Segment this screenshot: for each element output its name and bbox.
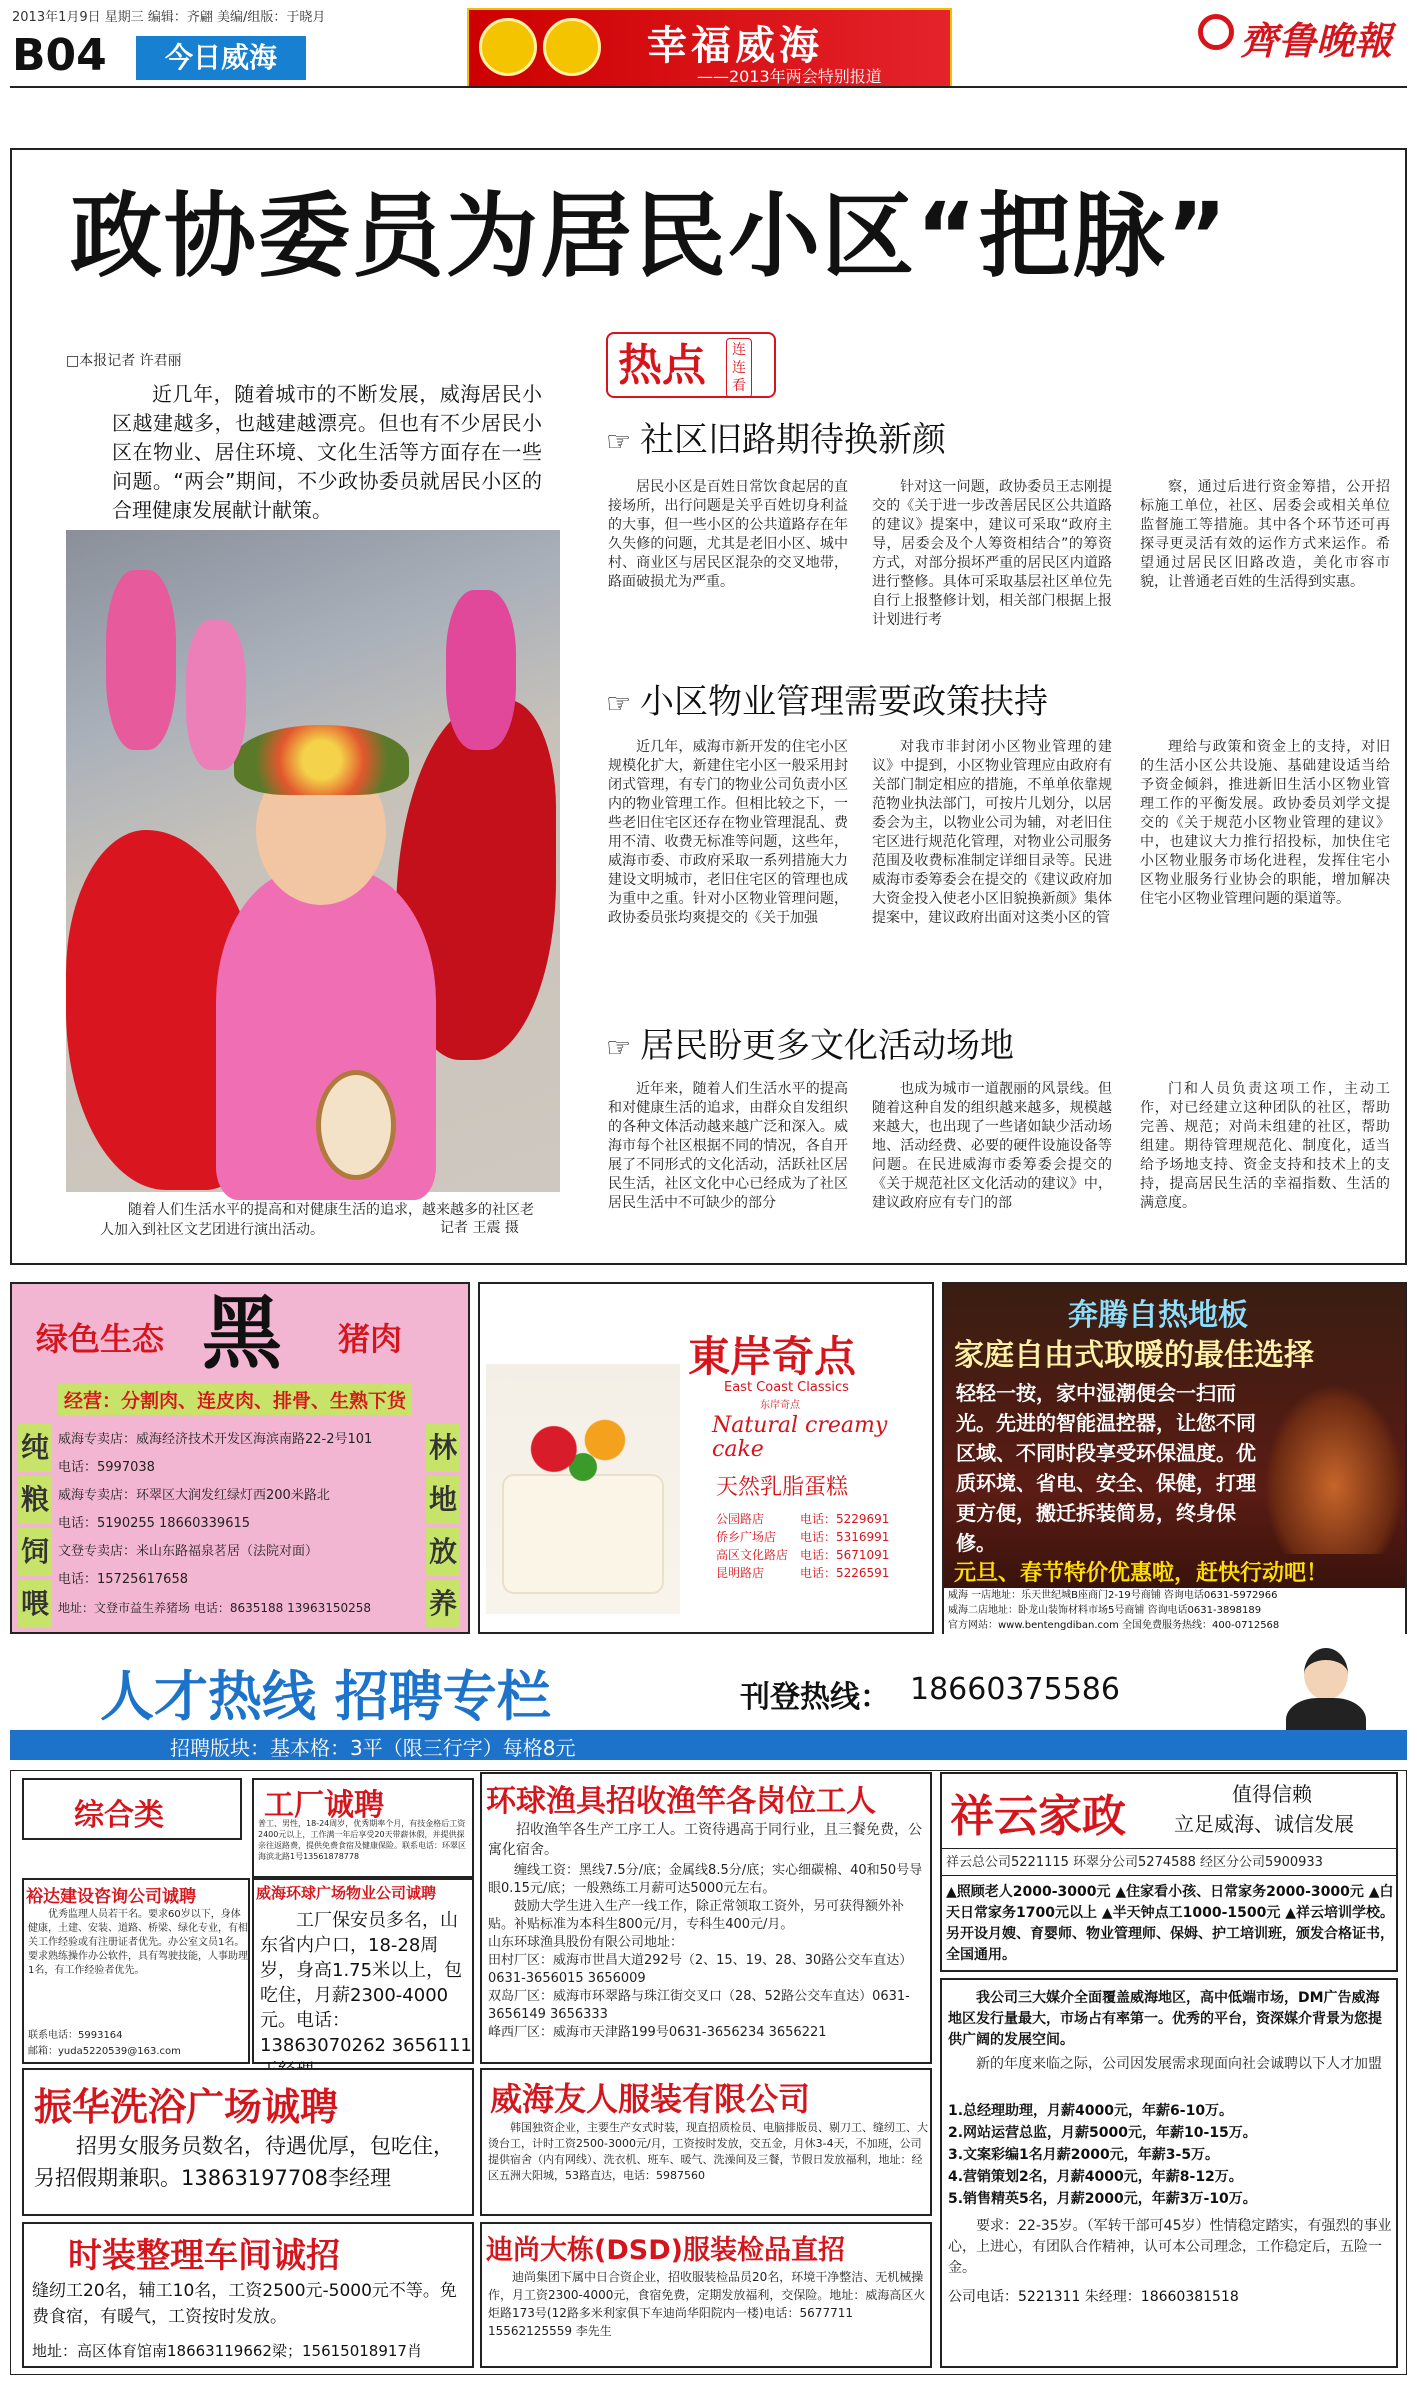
fishing-title: 环球渔具招收渔竿各岗位工人 xyxy=(486,1784,876,1819)
fishing-line: 山东环球渔具股份有限公司地址： xyxy=(488,1935,684,1950)
ad-cake xyxy=(478,1282,934,1634)
date-line: 2013年1月9日 星期三 编辑：齐翩 美编/组版：于晓月 xyxy=(12,10,326,25)
fishing-line: 鼓励大学生进入生产一线工作，除正常领取工资外，另可获得额外补贴。补贴标准为本科生800元/月，专科生400元/月。 xyxy=(488,1899,905,1932)
youren-title: 威海友人服装有限公司 xyxy=(490,2080,811,2118)
two-sessions-banner xyxy=(467,8,952,88)
side-char: 喂 xyxy=(18,1580,52,1628)
pork-title-big: 黑 xyxy=(202,1287,282,1380)
paper-logo-icon xyxy=(1198,14,1234,50)
fashion-title: 时装整理车间诚招 xyxy=(68,2236,340,2276)
cake-photo xyxy=(486,1364,680,1614)
xiangyun-body: ▲照顾老人2000-3000元 ▲住家看小孩、日常家务2000-3000元 ▲白天日常家务1700元以上 ▲半天钟点工1000-1500元 ▲祥云培训学校。另开设月嫂、育婴师、物业管理师、保姆、护工培训班，颁发合格证书，全国通用。 xyxy=(946,1884,1394,1963)
cake-slogan: 天然乳脂蛋糕 xyxy=(716,1475,849,1500)
flower-crown xyxy=(234,725,409,795)
section2-col3: 理给与政策和资金上的支持，对旧的生活小区公共设施、基础建设适当给予资金倾斜，推进新旧生活小区物业管理工作的平衡发展。政协委员刘学文提交的《关于规范小区物业管理的建议》中，也建议大力推行招投标，加快住宅小区物业服务市场化进程，发挥住宅小区物业服务行业协会的职能，增加解决住宅小区物业管理问题的渠道等。 xyxy=(1140,739,1390,907)
pork-line: 文登专卖店：米山东路福泉茗居（法院对面） xyxy=(58,1544,319,1559)
floor-info-line: 威海二店地址：卧龙山装饰材料市场5号商铺 咨询电话0631-3898189 xyxy=(948,1605,1262,1616)
banner-subtitle: ——2013年两会特别报道 xyxy=(697,67,882,86)
factory-body: 普工、男性，18-24周岁，优秀期率个月，有技金格后工资2400元以上，工作满一年后享受20天带薪休假，并提供探亲往返路费，提供免费食宿及健康保险。联系电话：环翠区海滨北路1号13561878778 xyxy=(258,1819,466,1861)
pork-line: 电话：5997038 xyxy=(58,1460,155,1475)
media-jobs xyxy=(948,2100,1392,2210)
pork-side-right xyxy=(426,1424,460,1628)
dsd-title: 迪尚大栋(DSD)服装检品直招 xyxy=(486,2235,845,2266)
media-intro: 我公司三大媒介全面覆盖威海地区，高中低端市场，DM广告威海地区发行量最大，市场占有率第一。优秀的平台，资深媒介背景为您提供广阔的发展空间。 xyxy=(948,1990,1382,2048)
media-job: 4.营销策划2名，月薪4000元，年薪8-12万。 xyxy=(948,2169,1243,2185)
ad-zhenhua-bath xyxy=(22,2068,474,2216)
section3-col2: 也成为城市一道靓丽的风景线。但随着这种自发的组织越来越多，规模越来越大，也出现了一些诸如缺少活动场地、活动经费、必要的硬件设施设备等问题。在民进威海市委筹委会提交的《关于规范社区文化活动的建议》中，建议政府应有专门的部 xyxy=(872,1081,1112,1211)
store-tel: 电话：5226591 xyxy=(800,1566,890,1580)
pork-line: 威海专卖店：威海经济技术开发区海滨南路22-2号101 xyxy=(58,1432,373,1447)
section2-col1: 近几年，威海市新开发的住宅小区规模化扩大，新建住宅小区一般采用封闭式管理，有专门的物业公司负责小区内的物业管理工作。但相比较之下，一些老旧住宅区还存在物业管理混乱、费用不清、收费无标准等问题，这些年，威海市委、市政府采取一系列措施大力建设文明城市，老旧住宅区的管理也成为重中之重。针对小区物业管理问题，政协委员张均爽提交的《关于加强 xyxy=(608,739,848,926)
store-name: 侨乡广场店 xyxy=(716,1530,777,1544)
media-job: 3.文案彩编1名月薪2000元，年薪3-5万。 xyxy=(948,2147,1220,2163)
category-label: 综合类 xyxy=(74,1798,164,1833)
zhenhua-title: 振华洗浴广场诚聘 xyxy=(34,2085,339,2129)
side-char: 饲 xyxy=(18,1528,52,1576)
section2-title xyxy=(606,680,1048,726)
section2-col2: 对我市非封闭小区物业管理的建议》中提到，小区物业管理应由政府有关部门制定相应的措施，不单单依靠规范物业执法部门，可按片儿划分，以居委会为主，以物业公司为辅，对老旧住宅区进行规范化管理，对物业公司服务范围及收费标准制定详细目录等。民进威海市委筹委会在提交的《建议政府加大资金投入使老小区旧貌换新颜》集体提案中，建议政府出面对这类小区的管 xyxy=(872,739,1112,926)
zhenhua-body: 招男女服务员数名，待遇优厚，包吃住，另招假期兼职。13863197708李经理 xyxy=(34,2134,454,2190)
section1-col3: 察，通过后进行资金筹措，公开招标施工单位，社区、居委会或相关单位监督施工等措施。其中各个环节还可再探寻更灵活有效的运作方式来运作。希望通过居民区旧路改造，美化市容市貌，让普通老百姓的生活得到实惠。 xyxy=(1140,479,1390,590)
emblem-icon-2 xyxy=(543,18,601,76)
side-char: 地 xyxy=(426,1476,460,1524)
pork-subtitle: 经营：分割肉、连皮肉、排骨、生熟下货 xyxy=(58,1384,412,1415)
dancer-bg-2 xyxy=(446,590,516,750)
floor-info-line: 官方网站：www.bentengdiban.com 全国免费服务热线：400-0712568 xyxy=(948,1620,1280,1631)
cake-brand-en: East Coast Classics xyxy=(724,1380,849,1395)
media-requirements: 要求：22-35岁。（军转干部可45岁）性情稳定踏实，有强烈的事业心，上进心，有团队合作精神，认可本公司理念，工作稳定后，五险一金。 xyxy=(948,2218,1392,2276)
floor-promo: 元旦、春节特价优惠啦，赶快行动吧！ xyxy=(954,1561,1329,1586)
pork-title-a: 绿色生态 xyxy=(36,1320,165,1358)
cake-store xyxy=(716,1546,916,1564)
factory-title: 工厂诚聘 xyxy=(264,1788,384,1823)
section3-title xyxy=(606,1024,1014,1070)
store-name: 公园路店 xyxy=(716,1512,765,1526)
headline: 政协委员为居民小区“把脉” xyxy=(70,183,1229,290)
side-char: 林 xyxy=(426,1424,460,1472)
pork-line: 威海专卖店：环翠区大润发红绿灯西200米路北 xyxy=(58,1488,330,1503)
yuda-contact: 联系电话：5993164 xyxy=(28,2030,123,2041)
floor-body: 轻轻一按，家中湿潮便会一扫而光。先进的智能温控器，让您不同区域、不同时段享受环保温度。优质环境、省电、安全、保健，打理更方便，搬迁拆装简易，终身保修。 xyxy=(956,1381,1256,1555)
media-contact: 公司电话：5221311 朱经理：18660381518 xyxy=(948,2289,1239,2305)
pricing-text: 招聘版块：基本格：3平（限三行字）每格8元 xyxy=(170,1736,576,1760)
store-tel: 电话：5316991 xyxy=(800,1530,890,1544)
pencil-icon: ☞ xyxy=(606,687,641,720)
pork-side-left xyxy=(18,1424,52,1628)
media-job: 1.总经理助理，月薪4000元，年薪6-10万。 xyxy=(948,2103,1234,2119)
cake-store xyxy=(716,1528,916,1546)
dancer-bg-1 xyxy=(106,570,176,750)
recruit-title: 人才热线 招聘专栏 xyxy=(100,1665,551,1728)
ad-yuda xyxy=(22,1878,250,2064)
pork-title-b: 猪肉 xyxy=(338,1320,403,1358)
media-job: 5.销售精英5名，月薪2000元，年薪3万-10万。 xyxy=(948,2191,1257,2207)
section1-title xyxy=(606,418,946,464)
side-char: 放 xyxy=(426,1528,460,1576)
section2-title-text: 小区物业管理需要政策扶持 xyxy=(640,682,1049,722)
page-number: B04 xyxy=(12,30,107,81)
side-char: 粮 xyxy=(18,1476,52,1524)
floor-subtitle: 家庭自由式取暖的最佳选择 xyxy=(954,1338,1314,1373)
photo-caption: 随着人们生活水平的提高和对健康生活的追求，越来越多的社区老人加入到社区文艺团进行演出活动。 xyxy=(100,1202,534,1238)
section3-col1: 近年来，随着人们生活水平的提高和对健康生活的追求，由群众自发组织的各种文体活动越来越广泛和深入。威海市每个社区根据不同的情况，各自开展了不同形式的文化活动，活跃社区居民生活，社区文化中心已经成为了社区居民生活中不可缺少的部分 xyxy=(608,1081,848,1211)
cake-store xyxy=(716,1510,916,1528)
store-tel: 电话：5229691 xyxy=(800,1512,890,1526)
ad-factory xyxy=(252,1778,474,1878)
fishing-line: 田村厂区：威海市世昌大道292号（2、15、19、28、30路公交车直达）0631-3656015 3656009 xyxy=(488,1953,913,1986)
xiangyun-tag1: 值得信赖 xyxy=(1232,1782,1312,1806)
hotline-number: 18660375586 xyxy=(910,1672,1120,1707)
fishing-body: 招收渔竿各生产工序工人。工资待遇高于同行业，且三餐免费，公寓化宿舍。 xyxy=(488,1822,922,1858)
side-char: 养 xyxy=(426,1580,460,1628)
pencil-icon: ☞ xyxy=(606,1031,641,1064)
ad-dsd-clothing xyxy=(480,2222,932,2368)
floor-title: 奔腾自热地板 xyxy=(1068,1298,1248,1333)
ad-fashion-workshop xyxy=(22,2222,474,2368)
pork-line: 电话：5190255 18660339615 xyxy=(58,1516,251,1531)
pork-line: 电话：15725617658 xyxy=(58,1572,188,1587)
store-name: 昆明路店 xyxy=(716,1566,765,1580)
recruit-banner xyxy=(10,1642,1407,1766)
floor-info-line: 威海 一店地址：乐天世纪城B座商门2-19号商铺 咨询电话0631-5972966 xyxy=(948,1590,1278,1601)
section1-col1: 居民小区是百姓日常饮食起居的直接场所，出行问题是关乎百姓切身利益的大事，但一些小区的公共道路存在年久失修的问题，尤其是老旧小区、城中村、商业区与居民区混杂的交叉地带，路面破损尤为严重。 xyxy=(608,479,848,590)
hot-label-text: 热点 xyxy=(618,340,706,391)
youren-body: 韩国独资企业，主要生产女式时装，现直招质检员、电脑排版员、剔刀工、缝纫工、大烫台工，计时工资2500-3000元/月，工资按时发放，交五金，月休3-4天，不加班，公司提供宿舍（内有网线）、洗衣机、班车、暖气、洗澡间及三餐，节假日发放福利，地址：经区五洲大阳城，53路直达，电话：5987560 xyxy=(488,2121,928,2182)
ad-media-company xyxy=(940,1978,1398,2368)
byline: □本报记者 许君丽 xyxy=(66,353,182,369)
cake-brand-cn-small: 东岸奇点 xyxy=(760,1400,800,1411)
pork-lines xyxy=(58,1426,422,1622)
cake-stores xyxy=(716,1510,916,1582)
pencil-icon: ☞ xyxy=(606,425,641,458)
ad-floor-heating xyxy=(942,1282,1407,1634)
ad-property xyxy=(252,1878,474,2064)
fishing-line: 峰西厂区：威海市天津路199号0631-3656234 3656221 xyxy=(488,2025,827,2040)
photo-dancers xyxy=(66,530,560,1192)
photo-credit: 记者 王震 摄 xyxy=(440,1220,519,1236)
section3-title-text: 居民盼更多文化活动场地 xyxy=(640,1026,1015,1066)
ad-youren-clothing xyxy=(480,2068,932,2216)
ad-xiangyun xyxy=(940,1772,1398,1972)
hot-label xyxy=(606,332,776,398)
xiangyun-title: 祥云家政 xyxy=(950,1791,1126,1842)
property-body: 工厂保安员多名，山东省内户口，18-28周岁，身高1.75米以上，包吃住，月薪2300-4000元。电话：13863070262 3656111 xyxy=(260,1910,472,2056)
store-name: 高区文化路店 xyxy=(716,1548,789,1562)
lead-paragraph: 近几年，随着城市的不断发展，威海居民小区越建越多，也越建越漂亮。但也有不少居民小区在物业、居住环境、文化生活等方面存在一些问题。“两会”期间，不少政协委员就居民小区的合理健康发展献计献策。 xyxy=(112,382,542,522)
masthead-rule xyxy=(10,86,1407,88)
section1-col2: 针对这一问题，政协委员王志刚提交的《关于进一步改善居民区公共道路的建议》提案中，建议可采取“政府主导，居委会及个人筹资相结合”的筹资方式，对部分损坏严重的居民区内道路进行整修。具体可采取基层社区单位先自行上报整修计划，相关部门根据上报计划进行考 xyxy=(872,479,1112,628)
paper-logo: 齊鲁晚報 xyxy=(1240,18,1393,63)
fishing-line: 缠线工资：黑线7.5分/底；金属线8.5分/底；实心细碳棉、40和50号导眼0.15元/底；一般熟练工月薪可达5000元左右。 xyxy=(488,1863,923,1896)
store-tel: 电话：5671091 xyxy=(800,1548,890,1562)
yuda-email: 邮箱：yuda5220539@163.com xyxy=(28,2046,181,2057)
yuda-title: 裕达建设咨询公司诚聘 xyxy=(26,1887,196,1907)
fashion-body: 缝纫工20名，辅工10名，工资2500元-5000元不等。免费食宿，有暖气，工资按时发放。 xyxy=(32,2281,457,2327)
section3-col3: 门和人员负责这项工作，主动工作，对已经建立这种团队的社区，帮助完善、规范；对尚未组建的社区，帮助组建。期待管理规范化、制度化，适当给予场地支持、资金支持和技术上的支持，提高居民生活的幸福指数、生活的满意度。 xyxy=(1140,1081,1390,1211)
masthead xyxy=(0,0,1417,95)
category-general xyxy=(22,1778,242,1840)
ad-black-pork xyxy=(10,1282,470,1634)
floor-info xyxy=(944,1588,1405,1634)
pork-line: 地址：文登市益生养猪场 电话：8635188 13963150258 xyxy=(58,1601,372,1615)
fishing-lines xyxy=(488,1862,928,2042)
ad-fishing-tackle xyxy=(480,1772,932,2064)
hotline-label: 刊登热线： xyxy=(740,1680,890,1715)
horse-rider-image xyxy=(1264,1384,1404,1554)
media-intro2: 新的年度来临之际，公司因发展需求现面向社会诚聘以下人才加盟 xyxy=(976,2056,1382,2072)
media-job: 2.网站运营总监，月薪5000元，年薪10-15万。 xyxy=(948,2125,1257,2141)
dsd-body: 迪尚集团下属中日合资企业，招收服装检品员20名，环境干净整洁、无机械操作，月工资2300-4000元，食宿免费，定期发放福利，交保险。地址：威海高区火炬路173号(12路多米利家俱下车迪尚华阳院内一楼)电话：5677711 15562125559 李先生 xyxy=(488,2270,926,2338)
cake-slogan-en: Natural creamy cake xyxy=(712,1413,888,1462)
fishing-line: 双岛厂区：威海市环翠路与珠江街交叉口（28、52路公交车直达）0631-3656149 3656333 xyxy=(488,1989,910,2022)
cake-fruit xyxy=(510,1404,656,1494)
property-title: 威海环球广场物业公司诚聘 xyxy=(256,1884,437,1902)
section-tab: 今日威海 xyxy=(136,36,306,80)
dancer-bg-3 xyxy=(186,620,246,770)
hot-label-sub: 连连看 xyxy=(726,338,752,398)
banner-title: 幸福威海 xyxy=(647,23,823,69)
side-char: 纯 xyxy=(18,1424,52,1472)
cake-store xyxy=(716,1564,916,1582)
cake-brand: 東岸奇点 xyxy=(688,1332,857,1381)
fashion-address: 地址：高区体育馆南18663119662梁；15615018917肖 xyxy=(32,2342,422,2360)
drum xyxy=(316,1070,396,1180)
pricing-bar xyxy=(10,1730,1407,1760)
xiangyun-branches: 祥云总公司5221115 环翠分公司5274588 经区分公司5900933 xyxy=(942,1848,1396,1876)
avatar-head xyxy=(1304,1648,1348,1700)
section1-title-text: 社区旧路期待换新颜 xyxy=(640,420,947,460)
emblem-icon xyxy=(479,18,537,76)
yuda-body: 优秀监理人员若干名。要求60岁以下，身体健康，土建、安装、道路、桥梁、绿化专业，有相关工作经验或有注册证者优先。办公室文员1名。要求熟练操作办公软件，具有驾驶技能，人事助理1名，有工作经验者优先。 xyxy=(28,1909,248,1976)
xiangyun-tag2: 立足威海、诚信发展 xyxy=(1174,1812,1354,1836)
